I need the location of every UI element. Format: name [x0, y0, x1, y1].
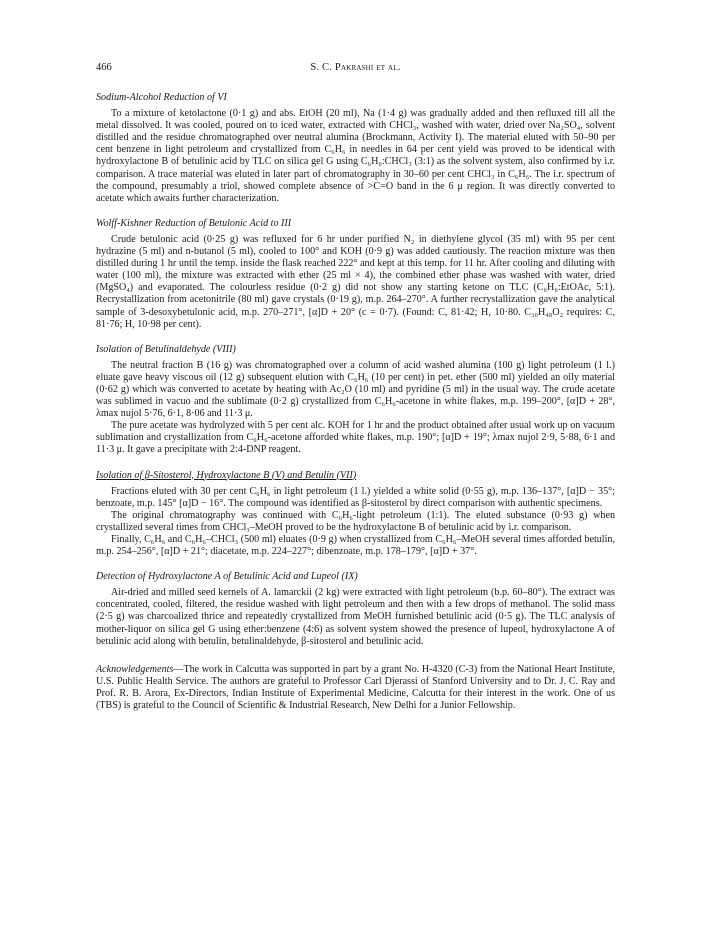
paragraph: Air-dried and milled seed kernels of A. lamarckii (2 kg) were extracted with light petroleum (b.p. 60–80°). The extract was concentrated, cooled, filtered, the residue washed with light petroleum and then with a few drops of methanol. The solid mass (2·5 g) was charcoalized thrice and repeatedly crystallized from MeOH furnished betulinic acid (0·5 g). The TLC analysis of mother-liquor on silica gel G using ether:benzene (4:6) as solvent system showed the presence of lupeol, hydroxylactone A of betulinic acid along with betulin, betulinaldehyde, β-sitosterol and betulinic acid. — [96, 587, 615, 647]
section-title: Detection of Hydroxylactone A of Betulinic Acid and Lupeol (IX) — [96, 571, 358, 583]
section — [96, 470, 615, 559]
section — [96, 571, 615, 648]
acknowledgements-text: —The work in Calcutta was supported in part by a grant No. H-4320 (C-3) from the National Heart Institute, U.S. Public Health Service. The authors are grateful to Professor Carl Djerassi of Stanford University and to Dr. J. C. Ray and Prof. R. B. Arora, Ex-Directors, Indian Institute of Experimental Medicine, Calcutta for their interest in the work. One of us (TBS) is grateful to the Council of Scientific & Industrial Research, New Delhi for a Junior Fellowship. — [96, 663, 615, 712]
sections-container — [96, 92, 615, 648]
section-title: Isolation of Betulinaldehyde (VIII) — [96, 343, 236, 355]
section-title: Isolation of β-Sitosterol, Hydroxylactone B (V) and Betulin (VII) — [96, 469, 357, 481]
section-title: Wolff-Kishner Reduction of Betulonic Acid to III — [96, 217, 292, 229]
paragraph: Fractions eluted with 30 per cent C₆H₆ in light petroleum (1 l.) yielded a white solid (0·55 g), m.p. 136–137°, [α]D − 35°; benzoate, m.p. 145° [α]D − 16°. The compound was identified as β-sitosterol by direct comparison with authentic specimens. — [96, 485, 615, 509]
section-title: Sodium-Alcohol Reduction of VI — [96, 92, 227, 103]
paragraph: The neutral fraction B (16 g) was chromatographed over a column of acid washed alumina (100 g) light petroleum (1 l.) eluate gave heavy viscous oil (12 g) subsequent elution with C₆H₆ (10 per cent) in pet. ether (500 ml) yielded an oily material (0·62 g) which was converted to acetate by heating with Ac₂O (10 ml) and pyridine (5 ml) in the usual way. The crude acetate was sublimed in vacuo and the sublimate (0·2 g) crystallized from C₆H₆-acetone in white flakes, m.p. 199–200°, [α]D + 28°, λmax nujol 5·76, 6·1, 8·06 and 11·3 μ. — [96, 359, 615, 420]
page-header — [96, 62, 615, 76]
page-number: 466 — [96, 62, 112, 73]
paragraph: The original chromatography was continued with C₆H₆-light petroleum (1:1). The eluted substance (0·93 g) when crystallized several times from CHCl₃–MeOH proved to be the hydroxylactone B of betulinic acid by i.r. comparison. — [96, 509, 615, 533]
paragraph: Finally, C₆H₆ and C₆H₆–CHCl₃ (500 ml) eluates (0·9 g) when crystallized from C₆H₆–MeOH several times afforded betulin, m.p. 254–256°, [α]D + 21°; diacetate, m.p. 224–227°; dibenzoate, m.p. 178–179°, [α]D + 37°. — [96, 534, 615, 558]
acknowledgements-lead: Acknowledgements — [96, 663, 174, 675]
section — [96, 92, 615, 205]
acknowledgements — [96, 664, 615, 712]
paragraph: The pure acetate was hydrolyzed with 5 per cent alc. KOH for 1 hr and the product obtained after usual work up on vacuum sublimation and crystallization from C₆H₆-acetone afforded white flakes, m.p. 190°; [α]D + 19°; λmax nujol 2·9, 5·88, 6·1 and 11·3 μ. It gave a precipitate with 2:4-DNP reagent. — [96, 420, 615, 456]
section — [96, 218, 615, 331]
section — [96, 344, 615, 457]
article-body — [96, 92, 615, 722]
paragraph: Crude betulonic acid (0·25 g) was refluxed for 6 hr under purified N₂ in diethylene glycol (35 ml) with 95 per cent hydrazine (5 ml) and n-butanol (5 ml), cooled to 100° and KOH (0·9 g) was added cautiously. The reaction mixture was then distilled during 1 hr until the temp. inside the flask reached 222° and kept at this temp. for 11 hr. After cooling and diluting with water (100 ml), the mixture was extracted with ether (25 ml × 4), the combined ether phase was washed with water, dried (MgSO₄) and evaporated. The colourless residue (0·2 g) did not show any starting ketone on TLC (C₆H₆:EtOAc, 5:1). Recrystallization from acetonitrile (80 ml) gave crystals (0·19 g), m.p. 264–270°. A further recrystallization gave the analytical sample of 3-desoxybetulonic acid, m.p. 270–271°, [α]D + 20° (c = 0·7). (Found: C, 81·42; H, 10·80. C₃₀H₄₈O₂ requires: C, 81·76; H, 10·98 per cent). — [96, 233, 615, 330]
paragraph: To a mixture of ketolactone (0·1 g) and abs. EtOH (20 ml), Na (1·4 g) was gradually added and then refluxed till all the metal dissolved. It was cooled, poured on to iced water, extracted with CHCl₃, washed with water, dried over Na₂SO₄, solvent distilled and the residue chromatographed over neutral alumina (Brockmann, Activity I). The material eluted with 50–90 per cent benzene in light petroleum and crystallized from C₆H₆ in needles in 64 per cent yield was proved to be identical with hydroxylactone B of betulinic acid by TLC on silica gel G using C₆H₆:CHCl₃ (3:1) as the solvent system, also confirmed by i.r. comparison. A trace material was eluted in later part of chromatography in 30–60 per cent CHCl₃ in C₆H₆. The i.r. spectrum of the compound, presumably a triol, showed complete absence of >C=O band in the 6 μ region. It was directly converted to acetate which awaits further characterization. — [96, 108, 615, 204]
running-head: S. C. Pakrashi et al. — [310, 62, 401, 73]
